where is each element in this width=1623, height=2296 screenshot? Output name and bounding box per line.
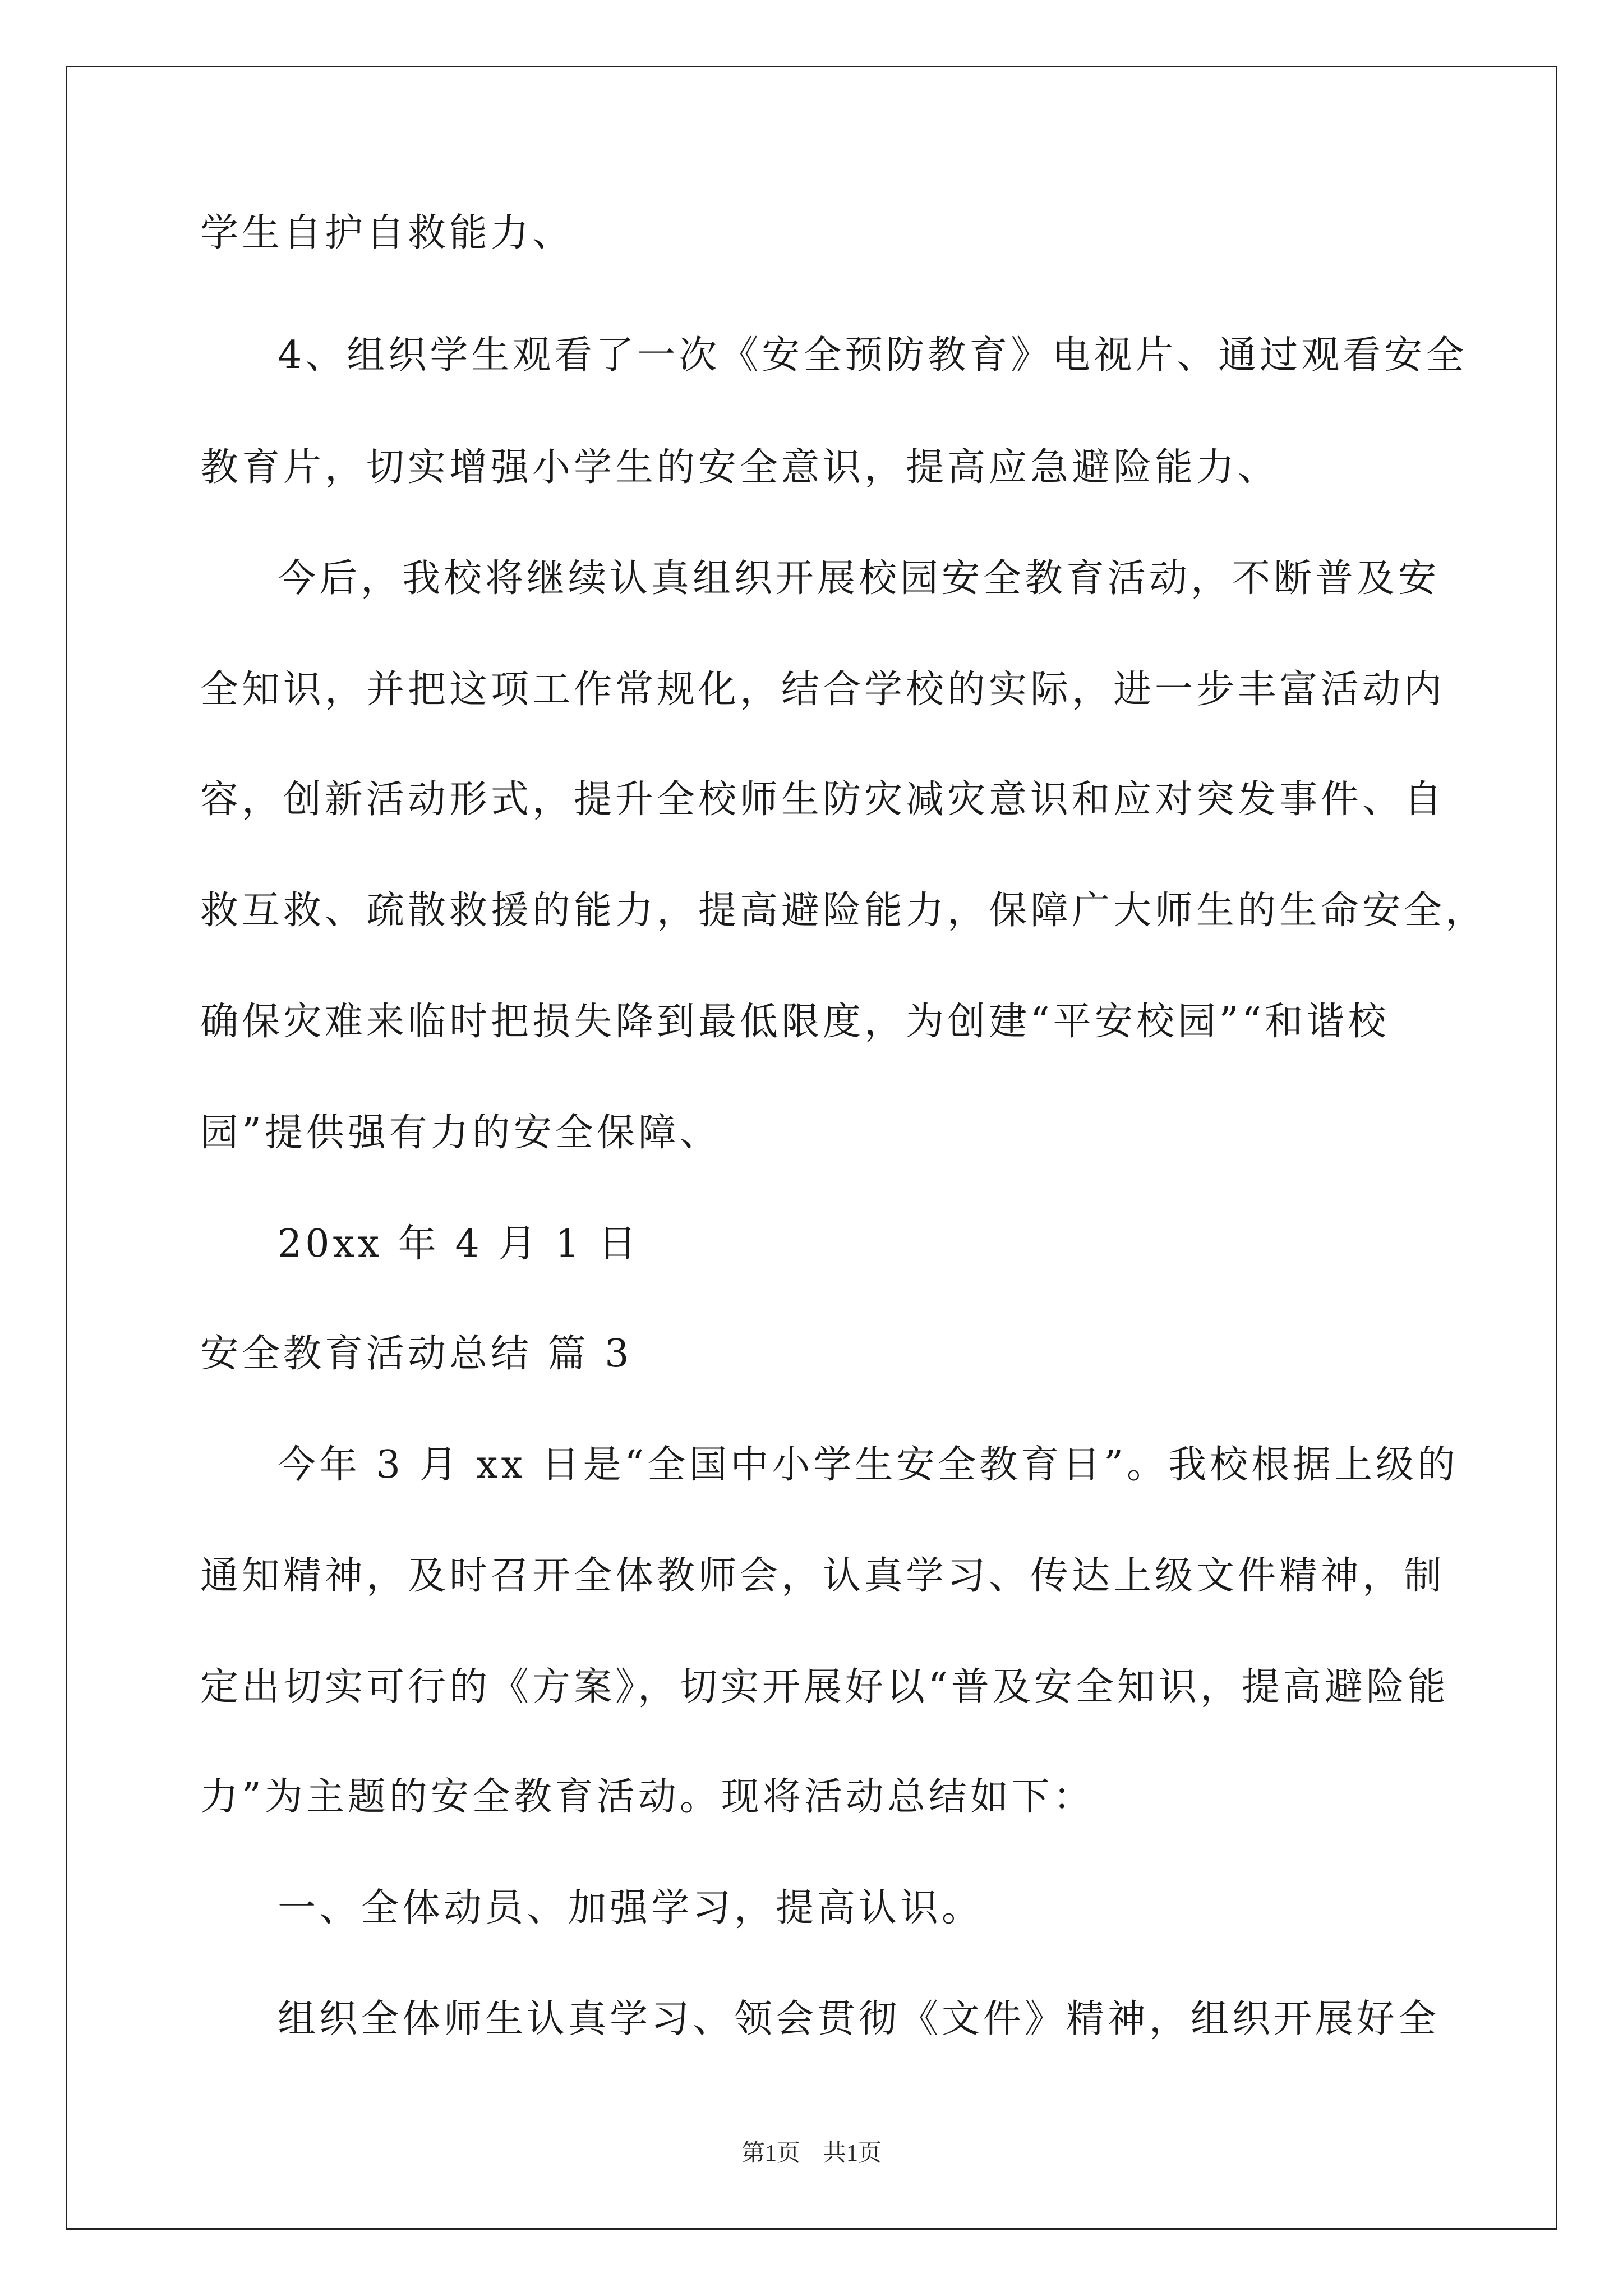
text-line: 今年 3 月 xx 日是“全国中小学生安全教育日”。我校根据上级的	[278, 1443, 1459, 1487]
text-line: 今后，我校将继续认真组织开展校园安全教育活动，不断普及安	[278, 556, 1440, 601]
text-line: 定出切实可行的《方案》，切实开展好以“普及安全知识，提高避险能	[200, 1665, 1449, 1709]
section-heading: 安全教育活动总结 篇 3	[200, 1332, 633, 1376]
page-number: 第1页	[741, 2141, 800, 2166]
text-line: 组织全体师生认真学习、领会贯彻《文件》精神，组织开展好全	[278, 1997, 1440, 2041]
text-line: 通知精神，及时召开全体教师会，认真学习、传达上级文件精神，制	[200, 1554, 1446, 1598]
text-line: 4、组织学生观看了一次《安全预防教育》电视片、通过观看安全	[278, 333, 1468, 378]
subheading: 一、全体动员、加强学习，提高认识。	[278, 1886, 984, 1930]
text-line: 力”为主题的安全教育活动。现将活动总结如下：	[200, 1775, 1095, 1819]
text-line: 学生自护自救能力、	[200, 211, 574, 255]
text-line: 容，创新活动形式，提升全校师生防灾减灾意识和应对突发事件、自	[200, 777, 1446, 822]
text-line: 教育片，切实增强小学生的安全意识，提高应急避险能力、	[200, 445, 1280, 490]
text-line: 确保灾难来临时把损失降到最低限度，为创建“平安校园”“和谐校	[200, 1000, 1390, 1044]
text-line: 全知识，并把这项工作常规化，结合学校的实际，进一步丰富活动内	[200, 668, 1446, 712]
date-line: 20xx 年 4 月 1 日	[278, 1222, 640, 1266]
page-total: 共1页	[823, 2141, 882, 2166]
text-line: 园”提供强有力的安全保障、	[200, 1111, 721, 1155]
page-footer	[0, 2134, 1623, 2168]
text-line: 救互救、疏散救援的能力，提高避险能力，保障广大师生的生命安全，	[200, 889, 1487, 933]
